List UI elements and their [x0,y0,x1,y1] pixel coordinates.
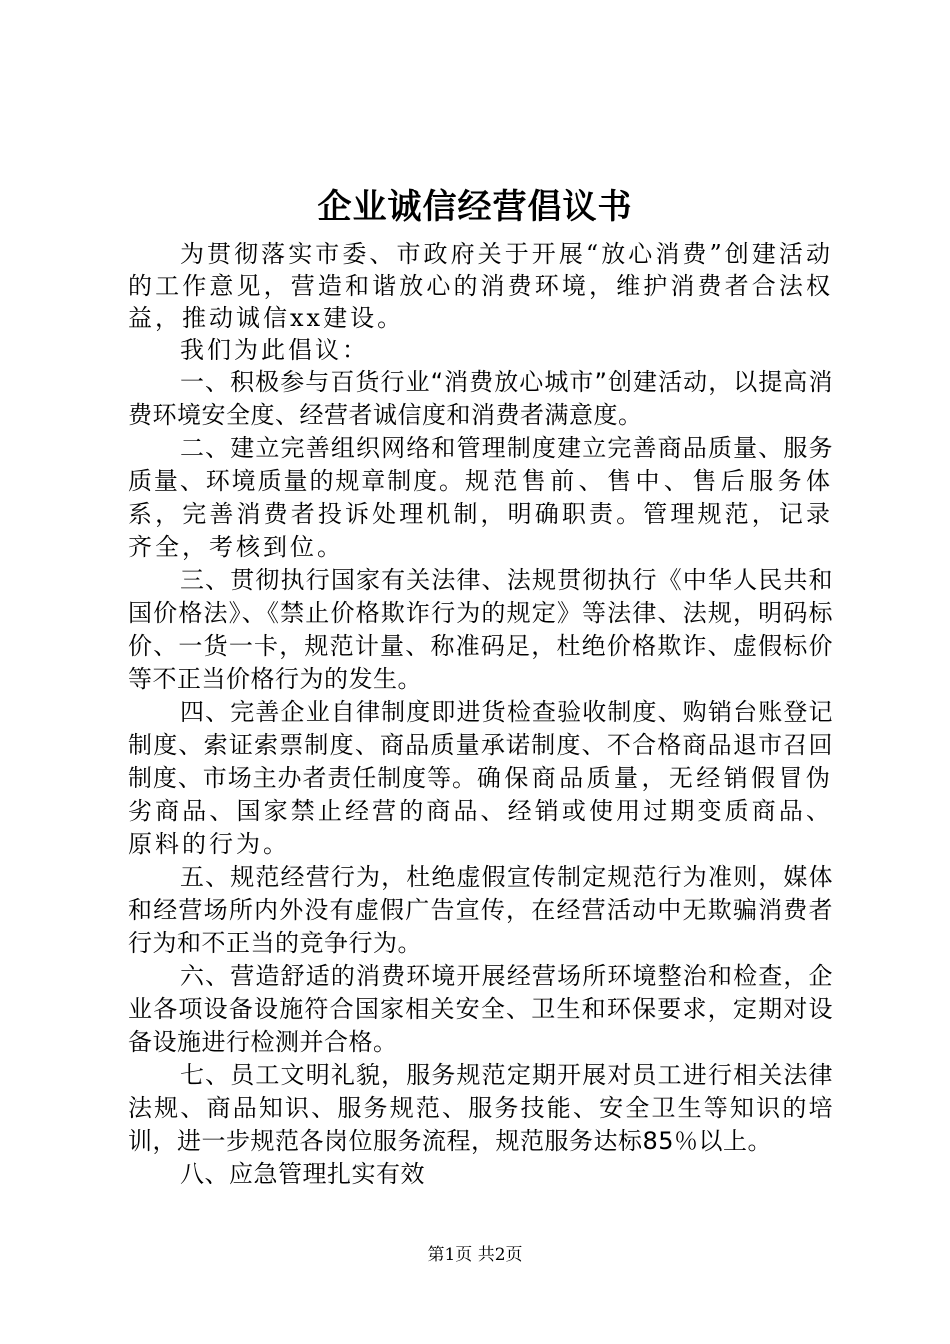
document-title: 企业诚信经营倡议书 [317,187,633,227]
document-body [128,238,833,1191]
item-paragraph-2 [128,432,833,564]
item-heading: 五、规范经营行为，杜绝虚假宣传制定规范行为准则，媒体和经营场所内外没有虚假广告宣传，在经营活动中无欺骗消费者行为和不正当的竞争行为。 [128,863,833,957]
item-heading: 三、贯彻执行国家有关法律、法规贯彻执行《中华人民共和国价格法》、《禁止价格欺诈行为的规定》等法律、法规，明码标价、一货一卡，规范计量、称准码足，杜绝价格欺诈、虚假标价等不正当价格行为的发生。 [128,566,833,693]
item-heading: 八、应急管理扎实有效 [180,1160,425,1188]
item-paragraph-1 [128,366,833,432]
item-paragraph-7 [128,1059,833,1158]
lead-paragraph: 我们为此倡议： [180,336,369,364]
item-detail: 确保商品质量，无经销假冒伪劣商品、国家禁止经营的商品、经销或使用过期变质商品、原料的行为。 [128,764,833,858]
item-heading: 七、员工文明礼貌，服务规范定期开展对员工进行相关法律法规、商品知识、服务规范、服务技能、安全卫生等知识的培训，进一步规范各岗位服务流程，规范服务达标85％以上。 [128,1061,833,1155]
item-heading: 六、营造舒适的消费环境开展经营场所环境整治和检查，企业各项设备设施符合国家相关安全、卫生和环保要求，定期对设备设施进行检测并合格。 [128,962,833,1056]
item-heading: 四、完善企业自律制度即进货检查验收制度、购销台账登记制度、索证索票制度、商品质量承诺制度、不合格商品退市召回制度、市场主办者责任制度等。 [128,698,833,792]
item-paragraph-5 [128,861,833,960]
page-footer: 第1页 共2页 [427,1245,523,1265]
item-heading: 二、建立完善组织网络和管理制度建立完善商品质量、服务质量、环境质量的规章制度。 [128,434,833,495]
item-paragraph-6 [128,960,833,1059]
item-paragraph-3 [128,564,833,696]
item-paragraph-8 [128,1158,833,1191]
intro-paragraph: 为贯彻落实市委、市政府关于开展“放心消费”创建活动的工作意见，营造和谐放心的消费环境，维护消费者合法权益，推动诚信xx建设。 [128,240,833,332]
item-detail: 规范售前、售中、售后服务体系，完善消费者投诉处理机制，明确职责。管理规范，记录齐全，考核到位。 [128,467,834,561]
item-heading: 一、积极参与百货行业“消费放心城市”创建活动，以提高消费环境安全度、经营者诚信度和消费者满意度。 [128,368,833,429]
item-paragraph-4 [128,696,833,861]
